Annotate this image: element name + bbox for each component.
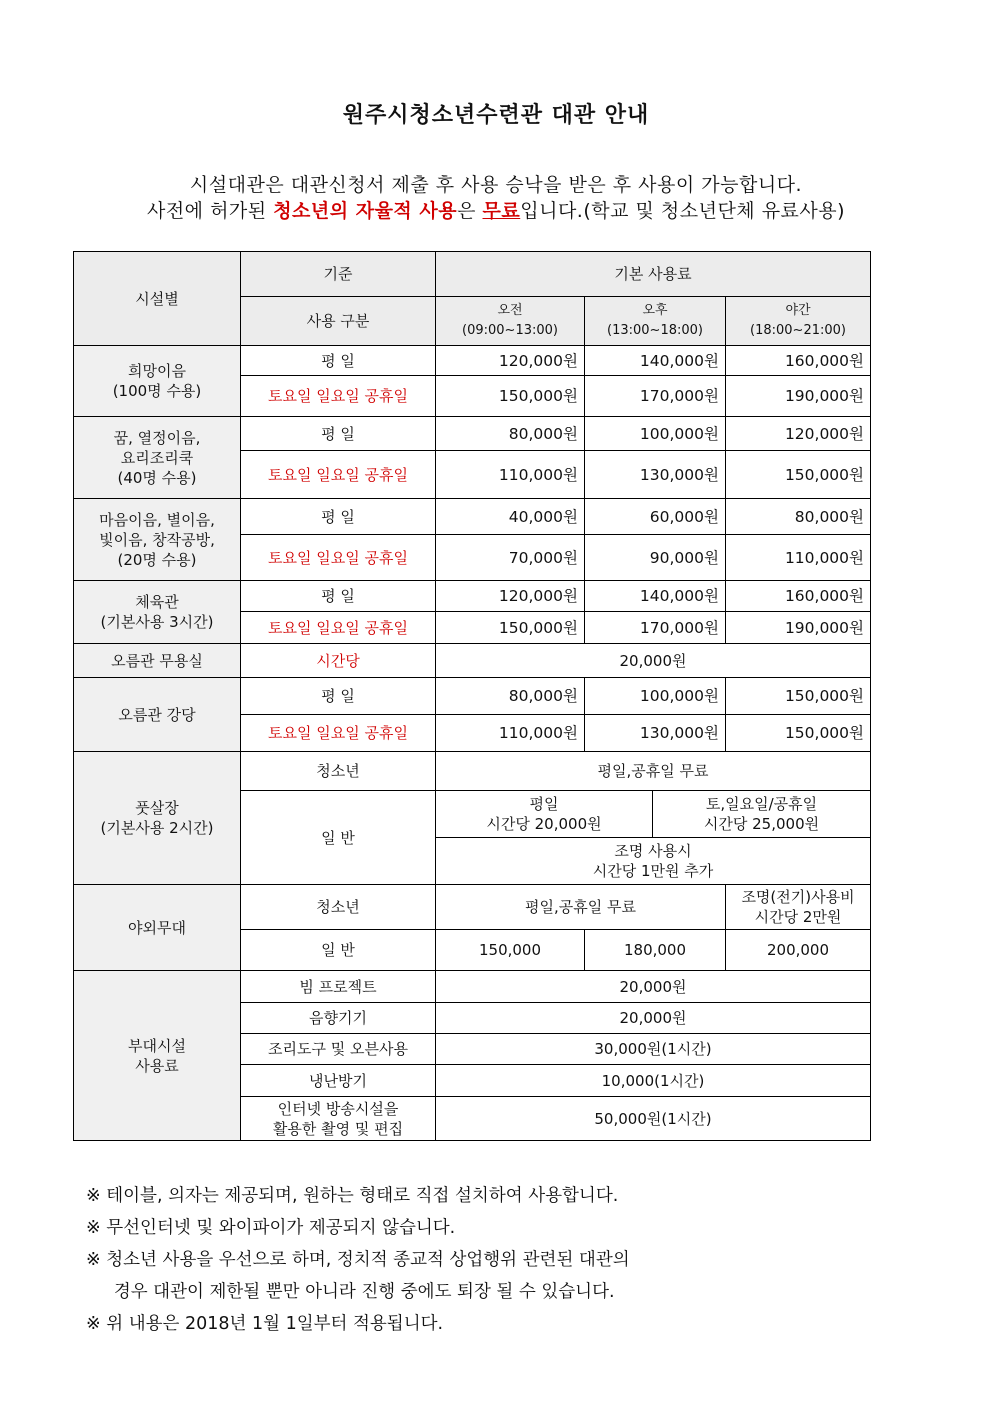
fee-cell: 150,000원: [436, 612, 585, 644]
extra-item-label-line2: 활용한 촬영 및 편집: [272, 1119, 404, 1138]
fee-cell: 90,000원: [585, 535, 726, 581]
fee-cell: 160,000원: [726, 581, 871, 612]
fee-cell: 150,000원: [726, 451, 871, 499]
fee-cell: 110,000원: [436, 715, 585, 752]
fee-cell: 20,000원: [436, 1003, 871, 1034]
header-night: [726, 297, 871, 346]
header-night-label: 야간: [785, 303, 811, 318]
notes: [86, 1180, 630, 1340]
facility-name: 부대시설: [128, 1036, 186, 1055]
fee-cell: 170,000원: [585, 612, 726, 644]
intro-youth-highlight: 청소년의 자율적 사용: [273, 200, 458, 222]
header-night-time: (18:00~21:00): [750, 323, 846, 338]
header-afternoon-label: 오후: [642, 303, 668, 318]
header-morning: [436, 297, 585, 346]
fee-table: [73, 251, 871, 1141]
facility-name-2: 요리조리쿡: [120, 448, 194, 467]
fee-cell: 110,000원: [436, 451, 585, 499]
fee-cell: 150,000원: [436, 376, 585, 417]
weekday-label: 평 일: [241, 346, 436, 376]
futsal-weekend-label: 토,일요일/공휴일: [705, 795, 818, 813]
extra-item-label: 냉난방기: [241, 1065, 436, 1097]
fee-cell: 10,000(1시간): [436, 1065, 871, 1097]
fee-cell: 190,000원: [726, 612, 871, 644]
extra-item-label: 조리도구 및 오븐사용: [241, 1034, 436, 1065]
futsal-general-fees: [436, 791, 871, 838]
intro-line-2: [0, 196, 992, 223]
facility-capacity: (40명 수용): [117, 468, 197, 487]
facility-capacity: (기본사용 2시간): [100, 819, 214, 837]
futsal-weekend-fee: 시간당 25,000원: [703, 815, 820, 833]
weekday-label: 평 일: [241, 678, 436, 715]
fee-cell: 평일,공휴일 무료: [436, 885, 726, 930]
note-item: ※ 무선인터넷 및 와이파이가 제공되지 않습니다.: [86, 1218, 456, 1238]
weekday-label: 평 일: [241, 581, 436, 612]
fee-cell: 200,000: [726, 930, 871, 971]
stage-lighting-label: 조명(전기)사용비: [741, 888, 855, 906]
intro-free-highlight: 무료: [482, 200, 521, 222]
fee-cell: 180,000: [585, 930, 726, 971]
facility-auditorium: 오름관 강당: [74, 678, 241, 752]
header-criteria: 기준: [241, 252, 436, 297]
facility-name: 꿈, 열정이음,: [113, 428, 201, 447]
weekday-label: 평 일: [241, 417, 436, 451]
weekend-label: 토요일 일요일 공휴일: [241, 376, 436, 417]
note-item: ※ 테이블, 의자는 제공되며, 원하는 형태로 직접 설치하여 사용합니다.: [86, 1186, 619, 1206]
fee-cell: 20,000원: [436, 971, 871, 1003]
fee-cell: 80,000원: [726, 499, 871, 535]
facility-capacity: (100명 수용): [112, 382, 202, 400]
fee-cell: 70,000원: [436, 535, 585, 581]
facility-capacity: (기본사용 3시간): [100, 613, 214, 631]
intro-text-c: 입니다.(학교 및 청소년단체 유료사용): [520, 200, 846, 222]
facility-heart: [74, 499, 241, 581]
stage-lighting: [726, 885, 871, 930]
intro-text-a: 사전에 허가된: [146, 200, 274, 222]
weekend-label: 토요일 일요일 공휴일: [241, 715, 436, 752]
futsal-weekday-fee: 시간당 20,000원: [486, 815, 602, 833]
extra-item-label: 음향기기: [241, 1003, 436, 1034]
fee-cell: 140,000원: [585, 581, 726, 612]
fee-cell: 110,000원: [726, 535, 871, 581]
facility-extras: [74, 971, 241, 1141]
extra-item-label: [241, 1097, 436, 1141]
futsal-lighting-label: 조명 사용시: [614, 842, 692, 860]
fee-cell: 140,000원: [585, 346, 726, 376]
weekend-label: 토요일 일요일 공휴일: [241, 612, 436, 644]
facility-name: 체육관: [135, 593, 179, 611]
intro-text-b: 은: [457, 200, 483, 222]
page-title: 원주시청소년수련관 대관 안내: [342, 103, 650, 128]
weekday-label: 평 일: [241, 499, 436, 535]
facility-futsal: [74, 752, 241, 885]
note-item: ※ 청소년 사용을 우선으로 하며, 정치적 종교적 상업행위 관련된 대관의: [86, 1250, 630, 1270]
fee-cell: 30,000원(1시간): [436, 1034, 871, 1065]
header-usage-type: 사용 구분: [241, 297, 436, 346]
fee-cell: 120,000원: [436, 346, 585, 376]
extra-item-label-line1: 인터넷 방송시설을: [277, 1099, 399, 1118]
note-item: 경우 대관이 제한될 뿐만 아니라 진행 중에도 퇴장 될 수 있습니다.: [86, 1282, 615, 1302]
header-morning-time: (09:00~13:00): [462, 323, 558, 338]
weekend-label: 토요일 일요일 공휴일: [241, 535, 436, 581]
facility-name-2: 사용료: [135, 1056, 179, 1075]
fee-cell: 20,000원: [436, 644, 871, 678]
general-label: 일 반: [241, 791, 436, 885]
note-item: ※ 위 내용은 2018년 1월 1일부터 적용됩니다.: [86, 1314, 444, 1334]
fee-cell: 130,000원: [585, 451, 726, 499]
header-base-fee: 기본 사용료: [436, 252, 871, 297]
futsal-lighting: [436, 838, 871, 885]
facility-name-2: 빛이음, 창작공방,: [99, 530, 215, 549]
fee-cell: 100,000원: [585, 417, 726, 451]
fee-cell: 40,000원: [436, 499, 585, 535]
fee-cell: 130,000원: [585, 715, 726, 752]
facility-outdoor-stage: 야외무대: [74, 885, 241, 971]
weekend-label: 토요일 일요일 공휴일: [241, 451, 436, 499]
facility-name: 희망이음: [128, 362, 186, 380]
youth-label: 청소년: [241, 885, 436, 930]
fee-cell: 60,000원: [585, 499, 726, 535]
fee-cell: 150,000원: [726, 678, 871, 715]
facility-capacity: (20명 수용): [117, 550, 197, 569]
fee-cell: 190,000원: [726, 376, 871, 417]
fee-cell: 50,000원(1시간): [436, 1097, 871, 1141]
fee-cell: 100,000원: [585, 678, 726, 715]
facility-hope: [74, 346, 241, 417]
intro-line-1: 시설대관은 대관신청서 제출 후 사용 승낙을 받은 후 사용이 가능합니다.: [189, 174, 803, 196]
header-morning-label: 오전: [497, 303, 523, 318]
fee-cell: 150,000: [436, 930, 585, 971]
futsal-weekday-label: 평일: [529, 795, 559, 813]
stage-lighting-fee: 시간당 2만원: [754, 908, 842, 926]
futsal-weekend: [653, 791, 870, 837]
futsal-weekday: [436, 791, 653, 837]
fee-cell: 120,000원: [436, 581, 585, 612]
facility-name: 마음이음, 별이음,: [99, 510, 215, 529]
fee-cell: 120,000원: [726, 417, 871, 451]
futsal-fee-split: [436, 791, 870, 837]
hourly-label: 시간당: [241, 644, 436, 678]
extra-item-label: 빔 프로젝트: [241, 971, 436, 1003]
fee-cell: 170,000원: [585, 376, 726, 417]
facility-dance-room: 오름관 무용실: [74, 644, 241, 678]
fee-cell: 평일,공휴일 무료: [436, 752, 871, 791]
youth-label: 청소년: [241, 752, 436, 791]
facility-gym: [74, 581, 241, 644]
fee-cell: 80,000원: [436, 417, 585, 451]
header-afternoon: [585, 297, 726, 346]
facility-name: 풋살장: [135, 799, 179, 817]
header-afternoon-time: (13:00~18:00): [607, 323, 703, 338]
fee-cell: 80,000원: [436, 678, 585, 715]
futsal-lighting-fee: 시간당 1만원 추가: [592, 862, 714, 880]
header-facility: 시설별: [74, 252, 241, 346]
general-label: 일 반: [241, 930, 436, 971]
fee-cell: 150,000원: [726, 715, 871, 752]
facility-dream: [74, 417, 241, 499]
fee-cell: 160,000원: [726, 346, 871, 376]
